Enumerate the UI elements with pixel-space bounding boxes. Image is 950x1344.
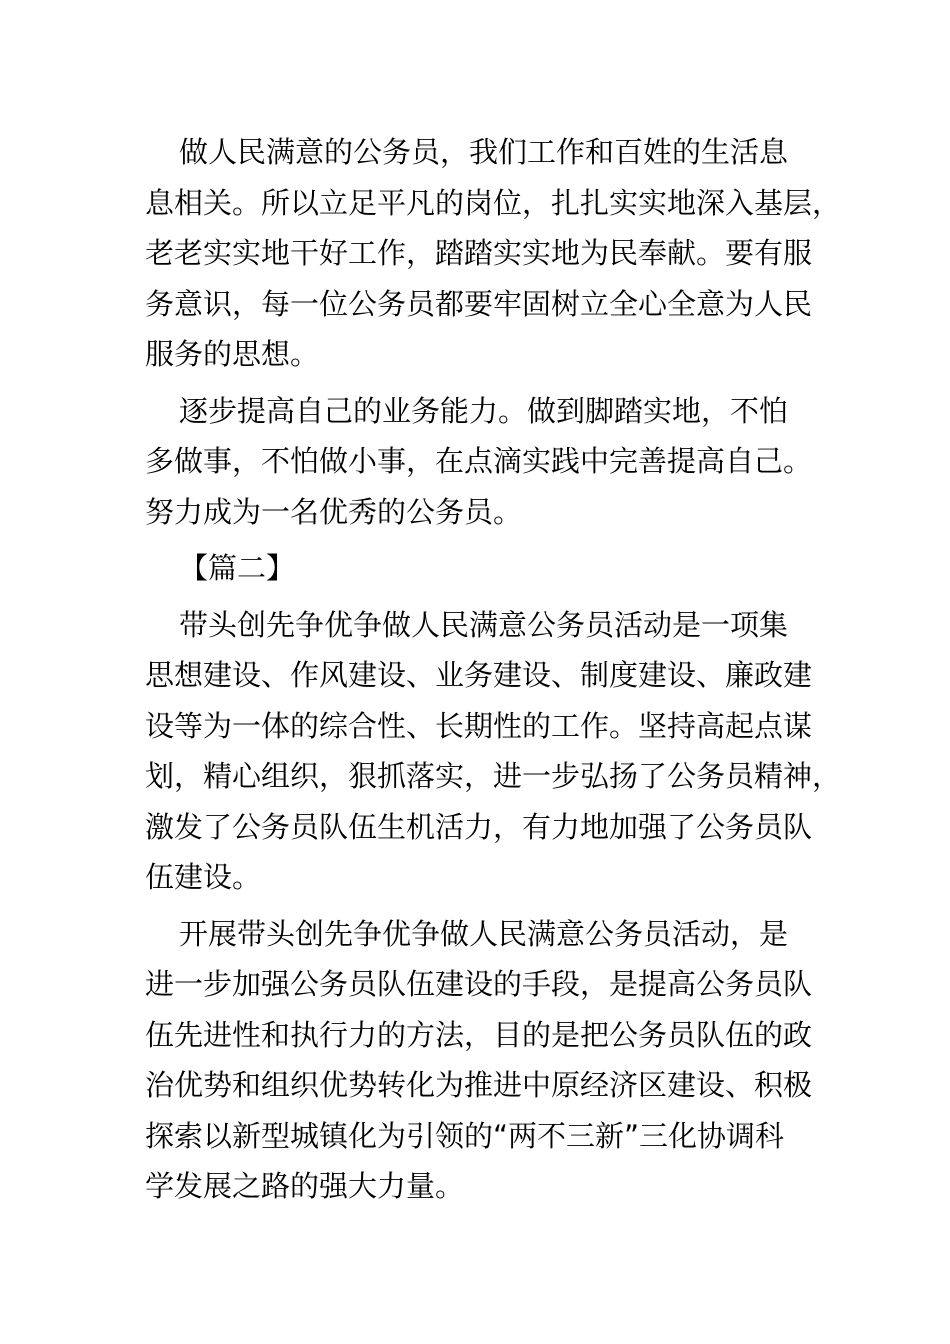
text-line: 带头创先争优争做人民满意公务员活动是一项集 [179, 607, 789, 642]
section-heading-text: 【篇二】 [179, 551, 296, 585]
text-line: 开展带头创先争优争做人民满意公务员活动，是 [179, 916, 789, 951]
text-line: 伍先进性和执行力的方法，目的是把公务员队伍的政 [145, 1017, 813, 1052]
paragraph-3 [145, 600, 842, 903]
text-line: 学发展之路的强大力量。 [145, 1169, 465, 1203]
paragraph-1 [145, 127, 842, 380]
section-heading [145, 543, 825, 594]
text-line: 做人民满意的公务员，我们工作和百姓的生活息 [179, 135, 789, 169]
text-line: 服务的思想。 [145, 337, 320, 371]
text-line: 努力成为一名优秀的公务员。 [145, 494, 523, 529]
text-line: 老老实实地干好工作，踏踏实实地为民奉献。要有服 [145, 236, 813, 270]
text-line: 划，精心组织，狠抓落实，进一步弘扬了公务员精神， [145, 759, 842, 793]
paragraph-4 [145, 909, 825, 1212]
text-line: 多做事，不怕做小事，在点滴实践中完善提高自己。 [145, 444, 813, 478]
text-line: 逐步提高自己的业务能力。做到脚踏实地，不怕 [179, 393, 789, 428]
text-line: 进一步加强公务员队伍建设的手段，是提高公务员队 [145, 967, 813, 1001]
text-line: 伍建设。 [145, 860, 262, 894]
text-line: 务意识，每一位公务员都要牢固树立全心全意为人民 [145, 286, 813, 321]
text-line: 探索以新型城镇化为引领的“两不三新”三化协调科 [145, 1118, 785, 1153]
text-line: 设等为一体的综合性、长期性的工作。坚持高起点谋 [145, 708, 813, 743]
document-body [145, 127, 842, 1212]
text-line: 治优势和组织优势转化为推进中原经济区建设、积极 [145, 1068, 813, 1102]
text-line: 激发了公务员队伍生机活力，有力地加强了公务员队 [145, 809, 813, 844]
text-line: 思想建设、作风建设、业务建设、制度建设、廉政建 [145, 658, 813, 692]
text-line: 息相关。所以立足平凡的岗位，扎扎实实地深入基层， [145, 185, 842, 220]
paragraph-2 [145, 386, 825, 538]
